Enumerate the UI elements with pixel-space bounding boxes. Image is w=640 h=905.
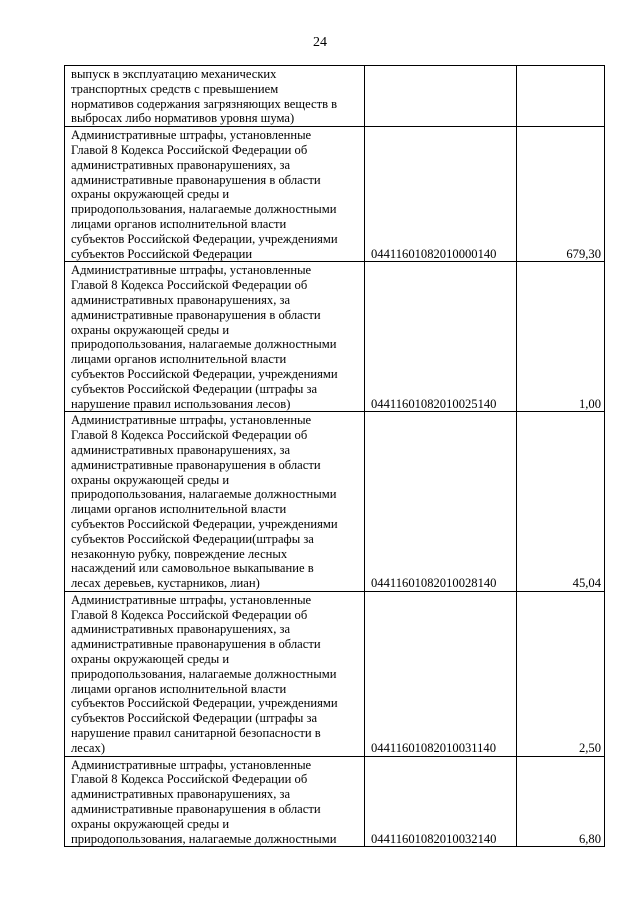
budget-revenue-table: [64, 65, 605, 847]
description-line: административные правонарушения в области: [71, 172, 321, 187]
description-line: административных правонарушениях, за: [71, 292, 291, 307]
description-line: лицами органов исполнительной власти: [71, 216, 287, 231]
description-line: охраны окружающей среды и: [71, 816, 230, 831]
description-line: субъектов Российской Федерации: [71, 246, 253, 261]
description-line: административных правонарушениях, за: [71, 442, 291, 457]
description-line: субъектов Российской Федерации, учреждениями: [71, 231, 338, 246]
description-line: Главой 8 Кодекса Российской Федерации об: [71, 278, 308, 293]
description-line: административные правонарушения в области: [71, 457, 321, 472]
description-line: охраны окружающей среды и: [71, 652, 230, 667]
description-line: Административные штрафы, установленные: [71, 592, 312, 607]
description-line: лесах деревьев, кустарников, лиан): [71, 576, 260, 591]
table-body: [65, 66, 605, 847]
table-row: [65, 66, 605, 127]
description-line: Главой 8 Кодекса Российской Федерации об: [71, 607, 308, 622]
budget-classification-code: 04411601082010000140: [365, 127, 517, 262]
budget-classification-code: 04411601082010031140: [365, 591, 517, 756]
description-line: Главой 8 Кодекса Российской Федерации об: [71, 772, 308, 787]
description-line: административные правонарушения в области: [71, 637, 321, 652]
budget-classification-code: 04411601082010025140: [365, 262, 517, 412]
description-line: выбросах либо нормативов уровня шума): [71, 111, 295, 126]
description-line: нарушение правил санитарной безопасности в: [71, 726, 321, 741]
description-line: природопользования, налагаемые должностными: [71, 487, 337, 502]
description-line: природопользования, налагаемые должностными: [71, 337, 337, 352]
row-description: [65, 412, 365, 592]
row-description: [65, 262, 365, 412]
description-line: выпуск в эксплуатацию механических: [71, 67, 277, 81]
description-line: административных правонарушениях, за: [71, 157, 291, 172]
description-line: Административные штрафы, установленные: [71, 413, 312, 428]
description-line: транспортных средств с превышением: [71, 81, 279, 96]
budget-classification-code: [365, 66, 517, 127]
table-row: [65, 127, 605, 262]
amount-value: 679,30: [517, 127, 605, 262]
description-line: природопользования, налагаемые должностными: [71, 202, 337, 217]
description-line: Главой 8 Кодекса Российской Федерации об: [71, 428, 308, 443]
description-line: нормативов содержания загрязняющих веществ в: [71, 96, 338, 111]
description-line: субъектов Российской Федерации, учреждениями: [71, 516, 338, 531]
budget-classification-code: 04411601082010032140: [365, 756, 517, 847]
table-row: [65, 412, 605, 592]
description-line: лицами органов исполнительной власти: [71, 502, 287, 517]
description-line: лицами органов исполнительной власти: [71, 352, 287, 367]
description-line: охраны окружающей среды и: [71, 322, 230, 337]
description-line: субъектов Российской Федерации (штрафы за: [71, 381, 318, 396]
description-line: Административные штрафы, установленные: [71, 757, 312, 772]
description-line: субъектов Российской Федерации (штрафы за: [71, 711, 318, 726]
row-description: [65, 66, 365, 127]
row-description: [65, 127, 365, 262]
amount-value: 6,80: [517, 756, 605, 847]
description-line: субъектов Российской Федерации(штрафы за: [71, 531, 314, 546]
description-line: административных правонарушениях, за: [71, 622, 291, 637]
description-line: Главой 8 Кодекса Российской Федерации об: [71, 142, 308, 157]
description-line: административные правонарушения в области: [71, 802, 321, 817]
description-line: природопользования, налагаемые должностными: [71, 831, 337, 846]
description-line: административные правонарушения в области: [71, 307, 321, 322]
amount-value: [517, 66, 605, 127]
page-number: 24: [313, 35, 327, 50]
amount-value: 2,50: [517, 591, 605, 756]
description-line: административных правонарушениях, за: [71, 787, 291, 802]
row-description: [65, 756, 365, 847]
description-line: природопользования, налагаемые должностными: [71, 666, 337, 681]
table-row: [65, 262, 605, 412]
description-line: субъектов Российской Федерации, учреждениями: [71, 366, 338, 381]
description-line: Административные штрафы, установленные: [71, 263, 312, 278]
amount-value: 1,00: [517, 262, 605, 412]
description-line: нарушение правил использования лесов): [71, 396, 291, 411]
row-description: [65, 591, 365, 756]
description-line: охраны окружающей среды и: [71, 472, 230, 487]
table-row: [65, 591, 605, 756]
description-line: охраны окружающей среды и: [71, 187, 230, 202]
description-line: лесах): [71, 740, 106, 755]
description-line: незаконную рубку, повреждение лесных: [71, 546, 288, 561]
description-line: насаждений или самовольное выкапывание в: [71, 561, 314, 576]
amount-value: 45,04: [517, 412, 605, 592]
description-line: лицами органов исполнительной власти: [71, 681, 287, 696]
table-row: [65, 756, 605, 847]
description-line: Административные штрафы, установленные: [71, 128, 312, 143]
description-line: субъектов Российской Федерации, учреждениями: [71, 696, 338, 711]
budget-classification-code: 04411601082010028140: [365, 412, 517, 592]
